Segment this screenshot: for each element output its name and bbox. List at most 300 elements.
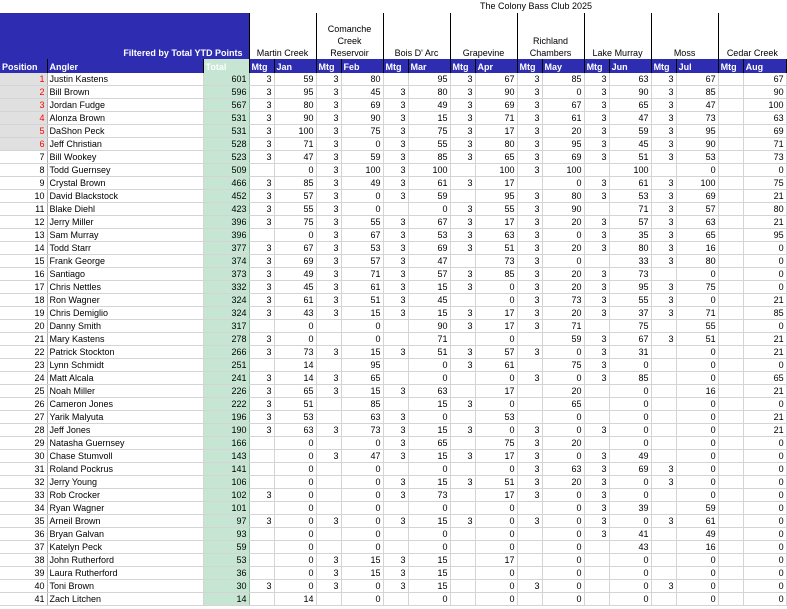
mtg-cell[interactable] [651,450,676,463]
position-cell[interactable]: 28 [0,424,47,437]
mtg-cell[interactable] [316,489,341,502]
points-cell[interactable]: 0 [475,515,517,528]
mtg-cell[interactable] [517,411,542,424]
total-cell[interactable]: 196 [203,411,249,424]
mtg-cell[interactable]: 3 [249,411,274,424]
position-cell[interactable]: 34 [0,502,47,515]
mtg-cell[interactable] [651,567,676,580]
mtg-cell[interactable]: 3 [316,268,341,281]
points-cell[interactable]: 0 [743,164,786,177]
angler-cell[interactable]: Ryan Wagner [47,502,203,515]
points-cell[interactable]: 39 [609,502,651,515]
points-cell[interactable]: 0 [341,320,383,333]
mtg-cell[interactable] [316,463,341,476]
mtg-cell[interactable]: 3 [249,216,274,229]
mtg-cell[interactable] [718,554,743,567]
mtg-cell[interactable] [450,437,475,450]
points-cell[interactable]: 0 [475,281,517,294]
total-cell[interactable]: 53 [203,554,249,567]
mtg-cell[interactable]: 3 [651,73,676,86]
points-cell[interactable]: 59 [542,333,584,346]
points-cell[interactable]: 69 [274,255,316,268]
mtg-cell[interactable]: 3 [651,255,676,268]
total-cell[interactable]: 531 [203,125,249,138]
mtg-cell[interactable] [450,528,475,541]
mtg-cell[interactable]: 3 [249,242,274,255]
points-cell[interactable]: 0 [542,255,584,268]
mtg-cell[interactable] [249,450,274,463]
mtg-cell[interactable]: 3 [584,346,609,359]
position-cell[interactable]: 23 [0,359,47,372]
points-cell[interactable]: 90 [609,86,651,99]
mtg-cell[interactable]: 3 [584,138,609,151]
points-cell[interactable]: 16 [676,242,718,255]
mtg-cell[interactable] [249,476,274,489]
points-cell[interactable]: 65 [408,437,450,450]
points-cell[interactable]: 63 [609,73,651,86]
points-cell[interactable]: 95 [274,86,316,99]
mtg-cell[interactable]: 3 [383,437,408,450]
points-cell[interactable]: 0 [542,502,584,515]
points-cell[interactable]: 80 [743,203,786,216]
mtg-cell[interactable]: 3 [651,99,676,112]
total-cell[interactable]: 332 [203,281,249,294]
angler-cell[interactable]: Jeff Jones [47,424,203,437]
mtg-cell[interactable]: 3 [651,125,676,138]
total-cell[interactable]: 567 [203,99,249,112]
mtg-cell[interactable]: 3 [249,333,274,346]
points-cell[interactable]: 43 [274,307,316,320]
points-cell[interactable]: 0 [676,463,718,476]
mtg-cell[interactable] [249,437,274,450]
mtg-cell[interactable]: 3 [383,281,408,294]
points-cell[interactable]: 0 [341,476,383,489]
mtg-cell[interactable]: 3 [517,372,542,385]
points-cell[interactable]: 17 [475,216,517,229]
mtg-cell[interactable]: 3 [450,476,475,489]
position-cell[interactable]: 33 [0,489,47,502]
total-cell[interactable]: 93 [203,528,249,541]
points-cell[interactable]: 65 [542,398,584,411]
points-cell[interactable]: 65 [743,372,786,385]
angler-cell[interactable]: Laura Rutherford [47,567,203,580]
mtg-cell[interactable] [383,541,408,554]
points-cell[interactable]: 20 [542,437,584,450]
points-cell[interactable]: 80 [408,86,450,99]
points-cell[interactable]: 45 [408,294,450,307]
points-cell[interactable]: 71 [609,203,651,216]
points-cell[interactable]: 59 [341,151,383,164]
mtg-cell[interactable]: 3 [383,177,408,190]
total-cell[interactable]: 101 [203,502,249,515]
mtg-cell[interactable] [651,268,676,281]
points-cell[interactable]: 49 [609,450,651,463]
mtg-cell[interactable] [718,593,743,606]
mtg-cell[interactable]: 3 [450,99,475,112]
points-cell[interactable]: 71 [743,138,786,151]
mtg-cell[interactable]: 3 [450,268,475,281]
points-cell[interactable]: 17 [475,125,517,138]
mtg-cell[interactable] [651,385,676,398]
points-cell[interactable]: 75 [341,125,383,138]
mtg-cell[interactable]: 3 [316,372,341,385]
mtg-cell[interactable]: 3 [249,346,274,359]
table-row[interactable] [0,125,786,138]
mtg-cell[interactable] [316,437,341,450]
mtg-cell[interactable] [316,528,341,541]
points-cell[interactable]: 43 [609,541,651,554]
table-row[interactable] [0,320,786,333]
mtg-cell[interactable]: 3 [249,294,274,307]
points-cell[interactable]: 73 [743,151,786,164]
position-cell[interactable]: 5 [0,125,47,138]
mtg-cell[interactable]: 3 [316,177,341,190]
points-cell[interactable]: 0 [743,463,786,476]
points-cell[interactable]: 20 [542,385,584,398]
table-row[interactable] [0,489,786,502]
position-cell[interactable]: 8 [0,164,47,177]
mtg-cell[interactable] [383,333,408,346]
mtg-cell[interactable] [718,320,743,333]
mtg-cell[interactable] [450,255,475,268]
points-cell[interactable]: 0 [475,502,517,515]
points-cell[interactable]: 45 [274,281,316,294]
points-cell[interactable]: 55 [341,216,383,229]
points-cell[interactable]: 0 [274,333,316,346]
points-cell[interactable]: 0 [743,281,786,294]
points-cell[interactable]: 0 [542,346,584,359]
points-cell[interactable]: 15 [408,580,450,593]
points-cell[interactable]: 100 [676,177,718,190]
mtg-cell[interactable]: 3 [651,333,676,346]
mtg-cell[interactable] [718,86,743,99]
mtg-cell[interactable] [651,411,676,424]
points-cell[interactable]: 0 [676,593,718,606]
mtg-cell[interactable]: 3 [249,255,274,268]
mtg-cell[interactable]: 3 [249,489,274,502]
mtg-cell[interactable]: 3 [450,151,475,164]
mtg-cell[interactable] [249,320,274,333]
mtg-cell[interactable] [316,502,341,515]
mtg-cell[interactable]: 3 [249,268,274,281]
points-cell[interactable]: 0 [408,203,450,216]
mtg-cell[interactable] [718,528,743,541]
points-cell[interactable]: 0 [743,515,786,528]
mtg-cell[interactable] [651,372,676,385]
points-cell[interactable]: 73 [542,294,584,307]
points-cell[interactable]: 0 [341,502,383,515]
points-cell[interactable]: 0 [609,424,651,437]
points-cell[interactable]: 35 [609,229,651,242]
points-cell[interactable]: 69 [743,125,786,138]
points-cell[interactable]: 61 [676,515,718,528]
points-cell[interactable]: 0 [676,398,718,411]
mtg-cell[interactable]: 3 [316,138,341,151]
mtg-cell[interactable] [718,307,743,320]
mtg-cell[interactable]: 3 [383,476,408,489]
points-cell[interactable]: 0 [408,411,450,424]
mtg-cell[interactable] [718,177,743,190]
angler-cell[interactable]: Todd Guernsey [47,164,203,177]
mtg-cell[interactable] [450,541,475,554]
mtg-cell[interactable] [249,554,274,567]
points-cell[interactable]: 71 [475,112,517,125]
points-cell[interactable]: 61 [609,177,651,190]
points-cell[interactable]: 0 [743,255,786,268]
mtg-cell[interactable] [383,463,408,476]
mtg-cell[interactable]: 3 [584,99,609,112]
angler-cell[interactable]: Toni Brown [47,580,203,593]
points-cell[interactable]: 0 [274,476,316,489]
table-row[interactable] [0,268,786,281]
total-cell[interactable]: 324 [203,307,249,320]
table-row[interactable] [0,281,786,294]
table-row[interactable] [0,164,786,177]
mtg-cell[interactable] [718,385,743,398]
points-cell[interactable]: 73 [676,112,718,125]
points-cell[interactable]: 0 [341,333,383,346]
mtg-cell[interactable]: 3 [517,424,542,437]
mtg-cell[interactable]: 3 [383,190,408,203]
points-cell[interactable]: 63 [408,385,450,398]
position-cell[interactable]: 4 [0,112,47,125]
position-cell[interactable]: 24 [0,372,47,385]
points-cell[interactable]: 17 [475,307,517,320]
mtg-cell[interactable] [584,164,609,177]
mtg-cell[interactable]: 3 [517,242,542,255]
points-cell[interactable]: 51 [341,294,383,307]
points-cell[interactable]: 15 [408,554,450,567]
mtg-cell[interactable] [450,190,475,203]
mtg-cell[interactable]: 3 [383,554,408,567]
points-cell[interactable]: 0 [274,164,316,177]
mtg-cell[interactable]: 3 [584,151,609,164]
points-cell[interactable]: 0 [475,580,517,593]
points-cell[interactable]: 0 [743,502,786,515]
mtg-cell[interactable] [651,528,676,541]
points-cell[interactable]: 90 [542,203,584,216]
total-cell[interactable]: 324 [203,294,249,307]
table-row[interactable] [0,554,786,567]
points-cell[interactable]: 53 [475,411,517,424]
mtg-cell[interactable]: 3 [584,216,609,229]
points-cell[interactable]: 47 [274,151,316,164]
mtg-cell[interactable]: 3 [517,346,542,359]
points-cell[interactable]: 90 [475,86,517,99]
points-cell[interactable]: 20 [542,125,584,138]
points-cell[interactable]: 0 [542,489,584,502]
mtg-cell[interactable] [316,411,341,424]
points-cell[interactable]: 100 [743,99,786,112]
mtg-cell[interactable]: 3 [383,411,408,424]
points-cell[interactable]: 63 [676,216,718,229]
angler-cell[interactable]: Jerry Young [47,476,203,489]
points-cell[interactable]: 100 [341,164,383,177]
total-cell[interactable]: 396 [203,229,249,242]
points-cell[interactable]: 65 [274,385,316,398]
points-cell[interactable]: 20 [542,281,584,294]
points-cell[interactable]: 0 [676,268,718,281]
mtg-cell[interactable]: 3 [249,203,274,216]
points-cell[interactable]: 61 [408,177,450,190]
mtg-cell[interactable]: 3 [517,580,542,593]
total-cell[interactable]: 141 [203,463,249,476]
points-cell[interactable]: 95 [542,138,584,151]
points-cell[interactable]: 69 [408,242,450,255]
mtg-cell[interactable] [651,593,676,606]
mtg-cell[interactable] [249,359,274,372]
mtg-cell[interactable] [718,476,743,489]
points-cell[interactable]: 0 [743,437,786,450]
mtg-cell[interactable] [718,203,743,216]
total-cell[interactable]: 423 [203,203,249,216]
mtg-cell[interactable] [584,541,609,554]
mtg-cell[interactable]: 3 [651,86,676,99]
position-cell[interactable]: 40 [0,580,47,593]
points-cell[interactable]: 61 [542,112,584,125]
mtg-cell[interactable]: 3 [584,177,609,190]
position-cell[interactable]: 27 [0,411,47,424]
points-cell[interactable]: 47 [408,255,450,268]
mtg-cell[interactable]: 3 [651,515,676,528]
mtg-cell[interactable]: 3 [383,216,408,229]
mtg-cell[interactable]: 3 [517,138,542,151]
points-cell[interactable]: 0 [274,515,316,528]
angler-cell[interactable]: Roland Pockrus [47,463,203,476]
points-cell[interactable]: 71 [341,268,383,281]
mtg-cell[interactable]: 3 [249,99,274,112]
mtg-cell[interactable]: 3 [517,203,542,216]
mtg-cell[interactable]: 3 [517,190,542,203]
points-cell[interactable]: 0 [542,554,584,567]
mtg-cell[interactable]: 3 [316,112,341,125]
points-cell[interactable]: 0 [341,489,383,502]
points-cell[interactable]: 0 [542,567,584,580]
mtg-cell[interactable]: 3 [316,567,341,580]
points-cell[interactable]: 41 [609,528,651,541]
points-cell[interactable]: 53 [341,242,383,255]
mtg-cell[interactable]: 3 [584,463,609,476]
mtg-cell[interactable]: 3 [450,346,475,359]
points-cell[interactable]: 100 [274,125,316,138]
mtg-cell[interactable] [718,125,743,138]
points-cell[interactable]: 61 [274,294,316,307]
points-cell[interactable]: 37 [609,307,651,320]
table-row[interactable] [0,73,786,86]
mtg-cell[interactable] [249,463,274,476]
position-cell[interactable]: 7 [0,151,47,164]
angler-cell[interactable]: Justin Kastens [47,73,203,86]
table-row[interactable] [0,229,786,242]
points-cell[interactable]: 15 [408,515,450,528]
angler-cell[interactable]: Danny Smith [47,320,203,333]
angler-cell[interactable]: Mary Kastens [47,333,203,346]
total-cell[interactable]: 531 [203,112,249,125]
points-cell[interactable]: 0 [341,515,383,528]
position-cell[interactable]: 11 [0,203,47,216]
points-cell[interactable]: 85 [609,372,651,385]
points-cell[interactable]: 75 [743,177,786,190]
points-cell[interactable]: 17 [475,320,517,333]
points-cell[interactable]: 0 [542,411,584,424]
points-cell[interactable]: 15 [341,554,383,567]
position-cell[interactable]: 22 [0,346,47,359]
points-cell[interactable]: 0 [542,593,584,606]
mtg-cell[interactable]: 3 [450,359,475,372]
mtg-cell[interactable]: 3 [383,242,408,255]
mtg-cell[interactable]: 3 [383,307,408,320]
points-cell[interactable]: 0 [609,476,651,489]
points-cell[interactable]: 0 [341,593,383,606]
table-row[interactable] [0,580,786,593]
total-cell[interactable]: 466 [203,177,249,190]
points-cell[interactable]: 0 [341,203,383,216]
mtg-cell[interactable]: 3 [517,320,542,333]
angler-cell[interactable]: Cameron Jones [47,398,203,411]
mtg-cell[interactable]: 3 [383,164,408,177]
angler-cell[interactable]: Crystal Brown [47,177,203,190]
mtg-cell[interactable] [517,502,542,515]
mtg-cell[interactable] [517,385,542,398]
mtg-cell[interactable]: 3 [517,125,542,138]
mtg-cell[interactable] [584,255,609,268]
mtg-cell[interactable] [450,372,475,385]
points-cell[interactable]: 0 [274,541,316,554]
mtg-cell[interactable] [450,580,475,593]
total-cell[interactable]: 59 [203,541,249,554]
points-cell[interactable]: 0 [542,229,584,242]
total-cell[interactable]: 523 [203,151,249,164]
mtg-cell[interactable]: 3 [316,86,341,99]
total-cell[interactable]: 36 [203,567,249,580]
points-cell[interactable]: 0 [609,580,651,593]
points-cell[interactable]: 0 [676,294,718,307]
position-cell[interactable]: 37 [0,541,47,554]
mtg-cell[interactable]: 3 [316,424,341,437]
mtg-cell[interactable]: 3 [651,216,676,229]
points-cell[interactable]: 95 [743,229,786,242]
mtg-cell[interactable] [651,346,676,359]
points-cell[interactable]: 17 [475,554,517,567]
points-cell[interactable]: 71 [542,320,584,333]
mtg-cell[interactable]: 3 [450,515,475,528]
mtg-cell[interactable] [517,593,542,606]
mtg-cell[interactable]: 3 [450,203,475,216]
mtg-cell[interactable]: 3 [249,73,274,86]
points-cell[interactable]: 73 [341,424,383,437]
angler-cell[interactable]: DaShon Peck [47,125,203,138]
mtg-cell[interactable] [450,567,475,580]
mtg-cell[interactable] [718,567,743,580]
mtg-cell[interactable] [718,437,743,450]
mtg-cell[interactable] [718,138,743,151]
table-row[interactable] [0,177,786,190]
table-row[interactable] [0,190,786,203]
total-cell[interactable]: 509 [203,164,249,177]
mtg-cell[interactable]: 3 [651,112,676,125]
angler-cell[interactable]: John Rutherford [47,554,203,567]
mtg-cell[interactable] [316,320,341,333]
points-cell[interactable]: 0 [609,489,651,502]
points-cell[interactable]: 0 [676,372,718,385]
angler-cell[interactable]: Lynn Schmidt [47,359,203,372]
table-row[interactable] [0,333,786,346]
points-cell[interactable]: 0 [408,359,450,372]
mtg-cell[interactable]: 3 [584,450,609,463]
mtg-cell[interactable] [517,554,542,567]
points-cell[interactable]: 0 [743,528,786,541]
points-cell[interactable]: 67 [341,229,383,242]
